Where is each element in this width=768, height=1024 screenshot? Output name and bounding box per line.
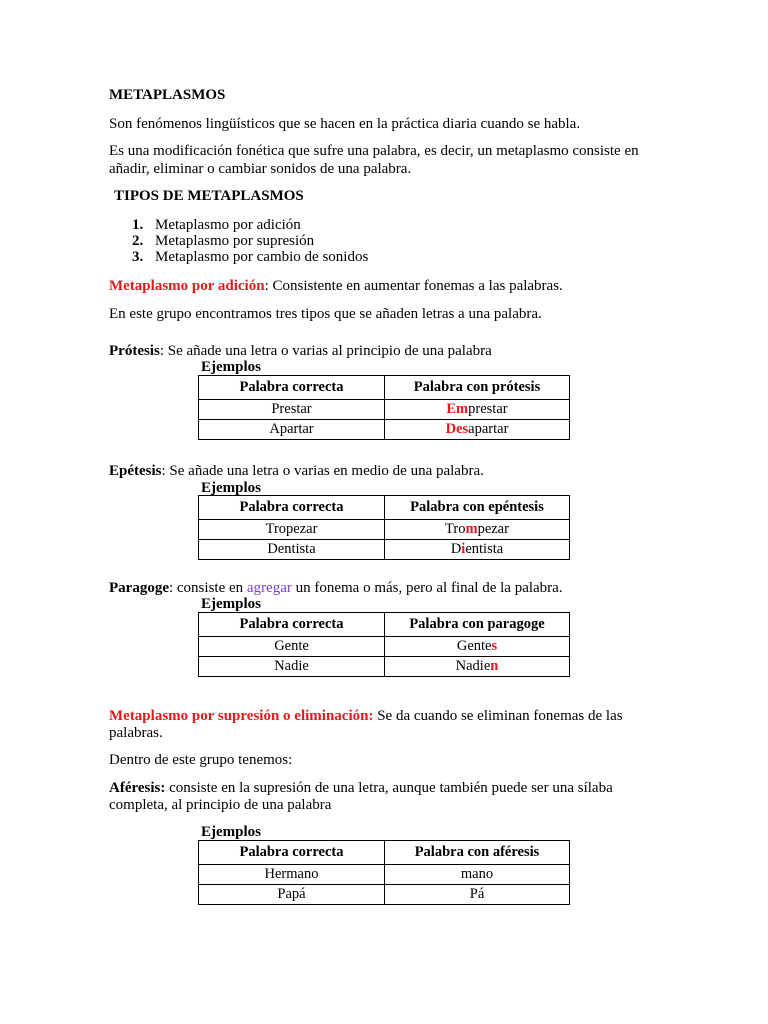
table-cell: Hermano bbox=[199, 865, 385, 885]
list-item-text: Metaplasmo por supresión bbox=[155, 233, 315, 249]
table-row bbox=[199, 657, 570, 677]
word-start: Tro bbox=[445, 521, 466, 537]
table-cell bbox=[385, 520, 570, 540]
column-header: Palabra con prótesis bbox=[385, 376, 570, 400]
table-cell: Tropezar bbox=[199, 520, 385, 540]
column-header: Palabra correcta bbox=[199, 376, 385, 400]
supresion-label: Metaplasmo por supresión o eliminación: bbox=[109, 708, 374, 724]
column-header: Palabra con aféresis bbox=[385, 841, 570, 865]
paragoge-desc: : consiste en bbox=[168, 580, 247, 596]
list-number: 3. bbox=[132, 249, 144, 265]
table-header-row bbox=[199, 496, 570, 520]
word-rest: pezar bbox=[477, 521, 509, 537]
supresion-text: Se da cuando se eliminan fonemas de las bbox=[373, 708, 623, 724]
list-item-text: Metaplasmo por adición bbox=[155, 217, 301, 233]
column-header: Palabra correcta bbox=[199, 613, 385, 637]
table-row bbox=[199, 865, 570, 885]
paragoge-term: Paragoge bbox=[109, 580, 169, 596]
protesis-term: Prótesis bbox=[109, 343, 160, 359]
supresion-text-continued: palabras. bbox=[109, 725, 163, 741]
adicion-paragraph: En este grupo encontramos tres tipos que se añaden letras a una palabra. bbox=[109, 306, 542, 322]
paragoge-definition bbox=[109, 579, 563, 597]
adicion-definition bbox=[109, 277, 563, 295]
added-letters: Des bbox=[445, 421, 469, 437]
table-cell: Papá bbox=[199, 885, 385, 905]
table-cell bbox=[385, 540, 570, 560]
epentesis-table bbox=[198, 495, 570, 560]
definition-line-2: añadir, eliminar o cambiar sonidos de una palabra. bbox=[109, 161, 412, 177]
table-row bbox=[199, 420, 570, 440]
table-cell: mano bbox=[385, 865, 570, 885]
list-item bbox=[109, 248, 368, 266]
ejemplos-label: Ejemplos bbox=[201, 824, 261, 840]
paragoge-desc-end: un fonema o más, pero al final de la palabra. bbox=[291, 580, 563, 596]
table-row bbox=[199, 520, 570, 540]
table-row bbox=[199, 885, 570, 905]
word-rest: apartar bbox=[468, 421, 509, 437]
page-title: METAPLASMOS bbox=[109, 87, 226, 103]
added-letters: n bbox=[490, 658, 499, 674]
word-start: Nadie bbox=[455, 658, 491, 674]
intro-paragraph: Son fenómenos lingüísticos que se hacen en la práctica diaria cuando se habla. bbox=[109, 116, 581, 132]
table-cell: Dentista bbox=[199, 540, 385, 560]
tipos-heading: TIPOS DE METAPLASMOS bbox=[114, 188, 304, 204]
aferesis-desc: consiste en la supresión de una letra, aunque también puede ser una sílaba bbox=[165, 780, 613, 796]
column-header: Palabra correcta bbox=[199, 496, 385, 520]
protesis-table bbox=[198, 375, 570, 440]
list-number: 1. bbox=[132, 217, 144, 233]
table-cell: Gente bbox=[199, 637, 385, 657]
adicion-label: Metaplasmo por adición bbox=[109, 278, 265, 294]
ejemplos-label: Ejemplos bbox=[201, 596, 261, 612]
colon: : bbox=[264, 278, 269, 294]
table-header-row bbox=[199, 841, 570, 865]
table-header-row bbox=[199, 613, 570, 637]
table-row bbox=[199, 540, 570, 560]
protesis-desc: : Se añade una letra o varias al principio de una palabra bbox=[159, 343, 492, 359]
supresion-definition bbox=[109, 707, 623, 725]
aferesis-table bbox=[198, 840, 570, 905]
table-cell: Prestar bbox=[199, 400, 385, 420]
word-start: Gente bbox=[456, 638, 492, 654]
table-row bbox=[199, 637, 570, 657]
aferesis-definition bbox=[109, 779, 613, 797]
table-cell: Apartar bbox=[199, 420, 385, 440]
column-header: Palabra con epéntesis bbox=[385, 496, 570, 520]
word-start: D bbox=[450, 541, 462, 557]
column-header: Palabra correcta bbox=[199, 841, 385, 865]
word-rest: entista bbox=[465, 541, 504, 557]
protesis-definition bbox=[109, 342, 492, 360]
ejemplos-label: Ejemplos bbox=[201, 359, 261, 375]
table-cell bbox=[385, 420, 570, 440]
list-number: 2. bbox=[132, 233, 144, 249]
aferesis-term: Aféresis: bbox=[109, 780, 166, 796]
table-cell: Pá bbox=[385, 885, 570, 905]
epentesis-term: Epétesis bbox=[109, 463, 162, 479]
epentesis-definition bbox=[109, 462, 484, 480]
added-letters: Em bbox=[446, 401, 469, 417]
aferesis-desc-continued: completa, al principio de una palabra bbox=[109, 797, 332, 813]
table-header-row bbox=[199, 376, 570, 400]
supresion-paragraph: Dentro de este grupo tenemos: bbox=[109, 752, 293, 768]
table-cell bbox=[385, 657, 570, 677]
table-row bbox=[199, 400, 570, 420]
added-letters: s bbox=[491, 638, 498, 654]
added-letters: i bbox=[461, 541, 466, 557]
agregar-link[interactable]: agregar bbox=[246, 580, 292, 596]
table-cell bbox=[385, 400, 570, 420]
word-rest: prestar bbox=[468, 401, 508, 417]
adicion-text: Consistente en aumentar fonemas a las palabras. bbox=[268, 278, 563, 294]
paragoge-table bbox=[198, 612, 570, 677]
added-letters: m bbox=[465, 521, 478, 537]
epentesis-desc: : Se añade una letra o varias en medio de una palabra. bbox=[161, 463, 484, 479]
column-header: Palabra con paragoge bbox=[385, 613, 570, 637]
list-item-text: Metaplasmo por cambio de sonidos bbox=[155, 249, 369, 265]
table-cell: Nadie bbox=[199, 657, 385, 677]
table-cell bbox=[385, 637, 570, 657]
ejemplos-label: Ejemplos bbox=[201, 480, 261, 496]
definition-line-1: Es una modificación fonética que sufre una palabra, es decir, un metaplasmo consiste en bbox=[109, 143, 639, 159]
